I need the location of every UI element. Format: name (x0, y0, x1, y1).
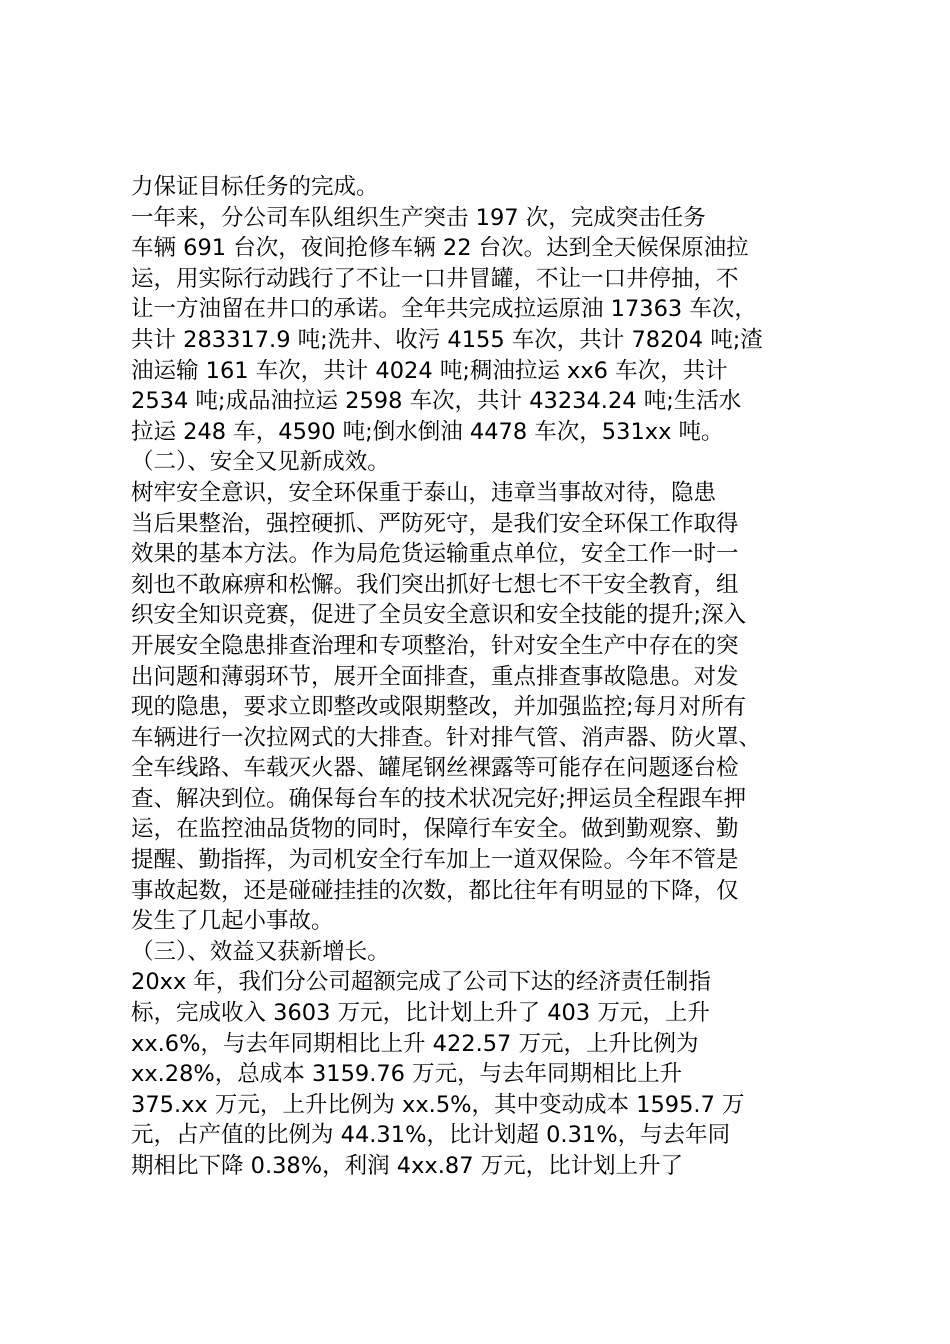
text-line: 发生了几起小事故。 (131, 908, 334, 935)
text-line: 出问题和薄弱环节，展开全面排查，重点排查事故隐患。对发 (131, 663, 739, 690)
text-line: 让一方油留在井口的承诺。全年共完成拉运原油 17363 车次， (131, 296, 757, 323)
text-line: 2534 吨;成品油拉运 2598 车次，共计 43234.24 吨;生活水 (131, 388, 742, 415)
body-text (131, 172, 831, 1182)
text-line: 全车线路、车载灭火器、罐尾钢丝裸露等可能存在问题逐台检 (131, 755, 739, 782)
text-line: 车辆 691 台次，夜间抢修车辆 22 台次。达到全天候保原油拉 (131, 235, 749, 262)
text-line: 拉运 248 车，4590 吨;倒水倒油 4478 车次，531xx 吨。 (131, 418, 724, 445)
text-line: 375.xx 万元，上升比例为 xx.5%，其中变动成本 1595.7 万 (131, 1091, 745, 1118)
text-line: 期相比下降 0.38%，利润 4xx.87 万元，比计划上升了 (131, 1153, 684, 1179)
text-line: 现的隐患，要求立即整改或限期整改，并加强监控;每月对所有 (131, 694, 747, 721)
text-line: 查、解决到位。确保每台车的技术状况完好;押运员全程跟车押 (131, 785, 747, 812)
text-line: 效果的基本方法。作为局危货运输重点单位，安全工作一时一 (131, 541, 739, 568)
text-line: xx.28%，总成本 3159.76 万元，与去年同期相比上升 (131, 1061, 683, 1088)
text-line: 刻也不敢麻痹和松懈。我们突出抓好七想七不干安全教育，组 (131, 571, 739, 598)
text-line: 标，完成收入 3603 万元，比计划上升了 403 万元，上升 (131, 1000, 710, 1027)
text-line: 运，在监控油品货物的同时，保障行车安全。做到勤观察、勤 (131, 816, 739, 843)
text-line: 运，用实际行动践行了不让一口井冒罐，不让一口井停抽，不 (131, 265, 739, 292)
text-line: 事故起数，还是碰碰挂挂的次数，都比往年有明显的下降，仅 (131, 877, 739, 904)
text-line: 共计 283317.9 吨;洗井、收污 4155 车次，共计 78204 吨;渣 (131, 326, 763, 353)
text-line: 元，占产值的比例为 44.31%，比计划超 0.31%，与去年同 (131, 1122, 731, 1149)
text-line: 力保证目标任务的完成。 (131, 174, 379, 200)
text-line: xx.6%，与去年同期相比上升 422.57 万元，上升比例为 (131, 1030, 699, 1057)
section-heading: （三）、效益又获新增长。 (131, 938, 390, 965)
section-heading: （二）、安全又见新成效。 (131, 449, 390, 476)
text-line: 车辆进行一次拉网式的大排查。针对排气管、消声器、防火罩、 (131, 724, 762, 751)
text-line: 当后果整治，强控硬抓、严防死守，是我们安全环保工作取得 (131, 510, 739, 537)
text-line: 织安全知识竞赛，促进了全员安全意识和安全技能的提升;深入 (131, 602, 747, 629)
text-line: 20xx 年，我们分公司超额完成了公司下达的经济责任制指 (131, 969, 711, 996)
text-line: 一年来，分公司车队组织生产突击 197 次，完成突击任务 (131, 204, 706, 231)
text-line: 提醒、勤指挥，为司机安全行车加上一道双保险。今年不管是 (131, 847, 739, 874)
text-line: 开展安全隐患排查治理和专项整治，针对安全生产中存在的突 (131, 632, 739, 659)
text-line: 油运输 161 车次，共计 4024 吨;稠油拉运 xx6 车次，共计 (131, 357, 728, 384)
text-line: 树牢安全意识，安全环保重于泰山，违章当事故对待，隐患 (131, 479, 717, 506)
